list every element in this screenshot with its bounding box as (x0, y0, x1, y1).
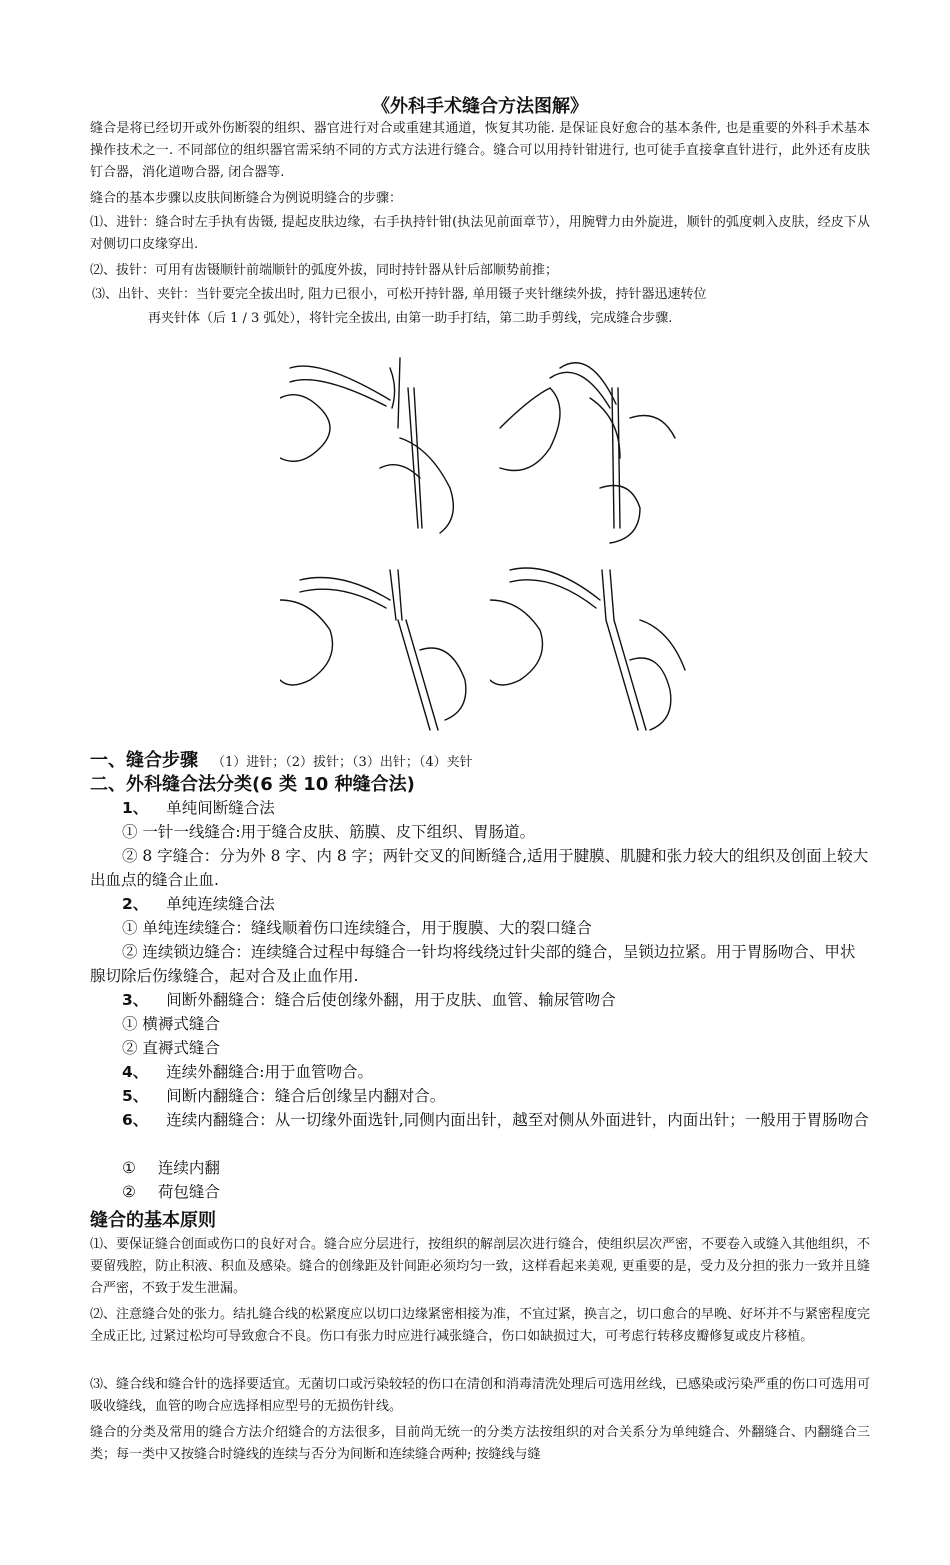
category-2: 2、 单纯连续缝合法 (122, 895, 275, 913)
category-6: 6、 连续内翻缝合：从一切缘外面选针,同侧内面出针，越至对侧从外面进针，内面出针；一般用于胃肠吻合 (122, 1111, 869, 1129)
category-3-item-b: ② 直褥式缝合 (122, 1039, 220, 1057)
section-3-heading: 缝合的基本原则 (90, 1210, 216, 1231)
suture-step-4-illustration (490, 560, 690, 740)
category-3-item-a: ① 横褥式缝合 (122, 1015, 220, 1033)
classification-paragraph: 缝合的分类及常用的缝合方法介绍缝合的方法很多，目前尚无统一的分类方法按组织的对合关系分为单纯缝合、外翻缝合、内翻缝合三类；每一类中又按缝合时缝线的连续与否分为间断和连续缝合两种; 按缝线与缝 (90, 1425, 870, 1462)
section-1-heading: 一、缝合步骤 （1）进针；（2）拔针；（3）出针；（4）夹针 (90, 750, 473, 771)
category-1: 1、 单纯间断缝合法 (122, 799, 275, 817)
page-title: 《外科手术缝合方法图解》 (372, 96, 588, 117)
category-1-item-a: ① 一针一线缝合:用于缝合皮肤、筋膜、皮下组织、胃肠道。 (122, 823, 536, 841)
section-2-heading: 二、外科缝合法分类(6 类 10 种缝合法) (90, 774, 415, 795)
suture-step-1-illustration (280, 348, 470, 538)
category-3: 3、 间断外翻缝合：缝合后使创缘外翻，用于皮肤、血管、输尿管吻合 (122, 991, 616, 1009)
step-3-text-a: ⑶、出针、夹针：当针要完全拔出时, 阻力已很小，可松开持针器, 单用镊子夹针继续外拔，持针器迅速转位 (92, 287, 707, 302)
intro-paragraph: 缝合是将已经切开或外伤断裂的组织、器官进行对合或重建其通道，恢复其功能. 是保证良好愈合的基本条件, 也是重要的外科手术基本操作技术之一. 不同部位的组织器官需采纳不同的方式方法进行缝合。缝合可以用持针钳进行, 也可徒手直接拿直针进行，此外还有皮肤钉合器，消化道吻合器, 闭合器等. (90, 121, 870, 180)
suture-step-2-illustration (490, 348, 680, 548)
category-2-item-b: ② 连续锁边缝合：连续缝合过程中每缝合一针均将线绕过针尖部的缝合，呈锁边拉紧。用于胃肠吻合、甲状腺切除后伤缘缝合，起对合及止血作用. (90, 943, 856, 985)
category-4: 4、 连续外翻缝合:用于血管吻合。 (122, 1063, 374, 1081)
step-3-text-b: 再夹针体（后 1 / 3 弧处），将针完全拔出, 由第一助手打结，第二助手剪线，完成缝合步骤. (148, 311, 673, 326)
principle-3: ⑶、缝合线和缝合针的选择要适宜。无菌切口或污染较轻的伤口在清创和消毒清洗处理后可选用丝线，已感染或污染严重的伤口可选用可吸收缝线，血管的吻合应选择相应型号的无损伤针线。 (90, 1377, 871, 1414)
suture-step-3-illustration (280, 560, 480, 740)
category-2-item-a: ① 单纯连续缝合：缝线顺着伤口连续缝合，用于腹膜、大的裂口缝合 (122, 919, 592, 937)
category-6-item-a: ① 连续内翻 (122, 1159, 220, 1177)
principle-1: ⑴、要保证缝合创面或伤口的良好对合。缝合应分层进行，按组织的解剖层次进行缝合，使组织层次严密，不要卷入或缝入其他组织，不要留残腔，防止积液、积血及感染。缝合的创缘距及针间距必须均匀一致，这样看起来美观, 更重要的是，受力及分担的张力一致并且缝合严密，不致于发生泄漏。 (90, 1237, 871, 1296)
steps-intro: 缝合的基本步骤以皮肤间断缝合为例说明缝合的步骤： (90, 191, 403, 206)
category-5: 5、 间断内翻缝合：缝合后创缘呈内翻对合。 (122, 1087, 446, 1105)
step-2-text: ⑵、拔针：可用有齿镊顺针前端顺针的弧度外拔，同时持针器从针后部顺势前推； (90, 263, 559, 278)
category-6-item-b: ② 荷包缝合 (122, 1183, 220, 1201)
category-1-item-b: ② 8 字缝合：分为外 8 字、内 8 字；两针交叉的间断缝合,适用于腱膜、肌腱和张力较大的组织及创面上较大出血点的缝合止血. (90, 847, 869, 889)
step-1-text: ⑴、进针：缝合时左手执有齿镊, 提起皮肤边缘，右手执持针钳(执法见前面章节），用腕臂力由外旋进，顺针的弧度刺入皮肤，经皮下从对侧切口皮缘穿出. (90, 215, 870, 252)
section-1-steps: （1）进针；（2）拔针；（3）出针；（4）夹针 (212, 755, 473, 770)
principle-2: ⑵、注意缝合处的张力。结扎缝合线的松紧度应以切口边缘紧密相接为准，不宜过紧，换言之，切口愈合的早晚、好坏并不与紧密程度完全成正比, 过紧过松均可导致愈合不良。伤口有张力时应进行减张缝合，伤口如缺损过大，可考虑行转移皮瓣修复或皮片移植。 (90, 1307, 871, 1344)
